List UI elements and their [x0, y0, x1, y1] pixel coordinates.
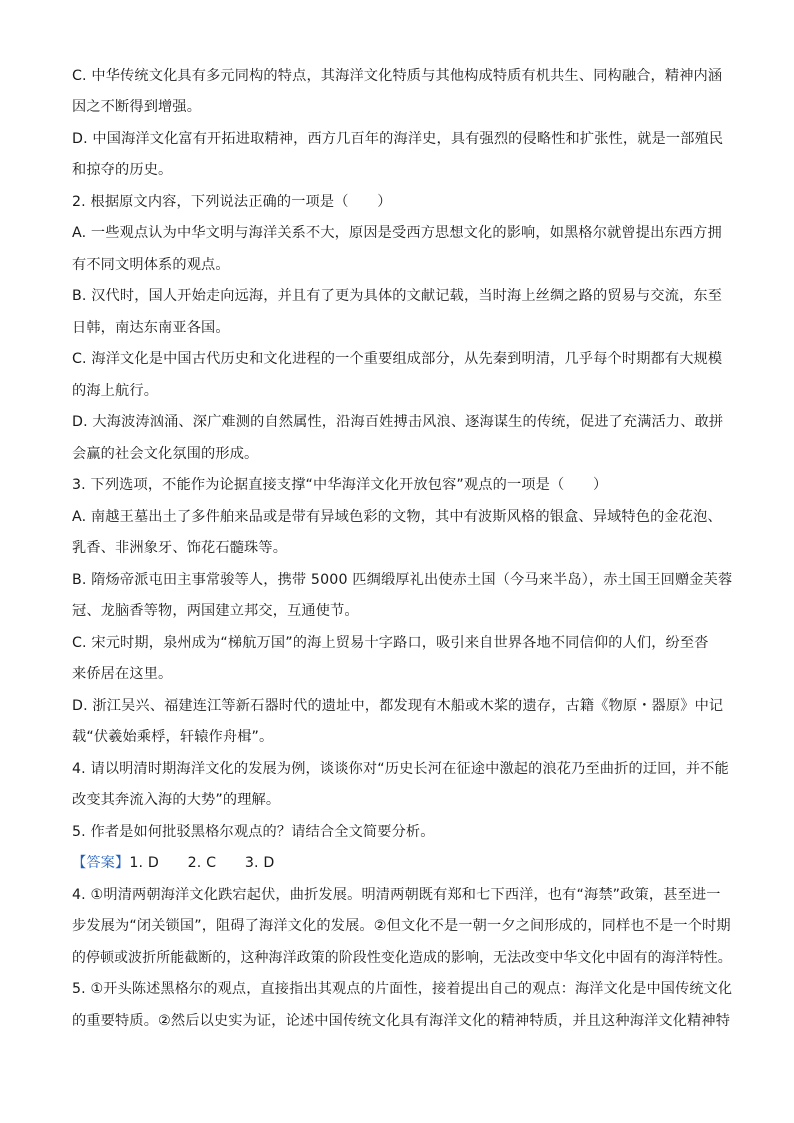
answer-key — [72, 853, 732, 873]
q1-option-d-line1: D. 中国海洋文化富有开拓进取精神，西方几百年的海洋史，具有强烈的侵略性和扩张性，就是一部殖民 — [72, 131, 724, 147]
answer5-line1: 5. ①开头陈述黑格尔的观点，直接指出其观点的片面性，接着提出自己的观点：海洋文化是中国传统文化 — [72, 981, 733, 997]
q3-option-b-line2: 冠、龙脑香等物，两国建立邦交，互通使节。 — [72, 603, 359, 619]
answer4-line1: 4. ①明清两朝海洋文化跌宕起伏，曲折发展。明清两朝既有郑和七下西洋，也有“海禁”政策，甚至进一 — [72, 887, 721, 903]
q4-line1: 4. 请以明清时期海洋文化的发展为例，谈谈你对“历史长河在征途中激起的浪花乃至曲折的迂回，并不能 — [72, 761, 729, 777]
answer-choices: 1. D 2. C 3. D — [129, 855, 275, 871]
q3-option-d-line2: 载“伏羲始乘桴，轩辕作舟楫”。 — [72, 729, 274, 745]
answer4-line2: 步发展为“闭关锁国”，阻碍了海洋文化的发展。②但文化不是一朝一夕之间形成的，同样也不是一个时期 — [72, 918, 731, 934]
q1-option-c-line2: 因之不断得到增强。 — [72, 99, 202, 115]
answer4-line3: 的停顿或波折所能截断的，这种海洋政策的阶段性变化造成的影响，无法改变中华文化中固有的海洋特性。 — [72, 950, 732, 966]
q2-option-b-line2: 日韩，南达东南亚各国。 — [72, 320, 230, 336]
q4-line2: 改变其奔流入海的大势”的理解。 — [72, 792, 281, 808]
answer-tag: 【答案】 — [72, 855, 130, 871]
q2-option-c-line1: C. 海洋文化是中国古代历史和文化进程的一个重要组成部分，从先秦到明清，几乎每个时期都有大规模 — [72, 351, 723, 367]
q2-option-d-line2: 会赢的社会文化氛围的形成。 — [72, 446, 259, 462]
q2-option-a-line2: 有不同文明体系的观点。 — [72, 257, 230, 273]
answer5-line2: 的重要特质。②然后以史实为证，论述中国传统文化具有海洋文化的精神特质，并且这种海洋文化精神特 — [72, 1013, 731, 1029]
q3-option-b-line1: B. 隋炀帝派屯田主事常骏等人，携带 5000 匹绸缎厚礼出使赤土国（今马来半岛），赤土国王回赠金芙蓉 — [72, 572, 733, 588]
q3-option-d-line1: D. 浙江吴兴、福建连江等新石器时代的遗址中，都发现有木船或木桨的遗存，古籍《物原・器原》中记 — [72, 698, 724, 714]
q2-stem: 2. 根据原文内容，下列说法正确的一项是（ ） — [72, 194, 392, 210]
q5-stem: 5. 作者是如何批驳黑格尔观点的？请结合全文简要分析。 — [72, 824, 435, 840]
q2-option-b-line1: B. 汉代时，国人开始走向远海，并且有了更为具体的文献记载，当时海上丝绸之路的贸易与交流，东至 — [72, 288, 723, 304]
q3-option-a-line2: 乳香、非洲象牙、饰花石髓珠等。 — [72, 540, 288, 556]
q3-option-a-line1: A. 南越王墓出土了多件舶来品或是带有异域色彩的文物，其中有波斯风格的银盒、异域特色的金花泡、 — [72, 509, 722, 525]
q3-stem: 3. 下列选项，不能作为论据直接支撑“中华海洋文化开放包容”观点的一项是（ ） — [72, 477, 608, 493]
q2-option-d-line1: D. 大海波涛汹涌、深广难测的自然属性，沿海百姓搏击风浪、逐海谋生的传统，促进了充满活力、敢拼 — [72, 414, 724, 430]
q3-option-c-line2: 来侨居在这里。 — [72, 666, 173, 682]
q2-option-c-line2: 的海上航行。 — [72, 383, 159, 399]
q3-option-c-line1: C. 宋元时期，泉州成为“梯航万国”的海上贸易十字路口，吸引来自世界各地不同信仰的人们，纷至沓 — [72, 635, 709, 651]
q1-option-c-line1: C. 中华传统文化具有多元同构的特点，其海洋文化特质与其他构成特质有机共生、同构融合，精神内涵 — [72, 68, 723, 84]
q2-option-a-line1: A. 一些观点认为中华文明与海洋关系不大，原因是受西方思想文化的影响，如黑格尔就曾提出东西方拥 — [72, 225, 722, 241]
q1-option-d-line2: 和掠夺的历史。 — [72, 162, 173, 178]
